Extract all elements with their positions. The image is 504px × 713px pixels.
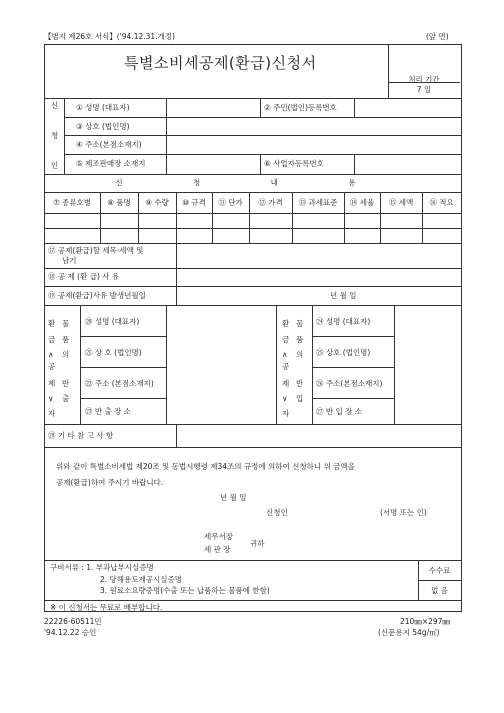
- buyer-side-2: 금: [282, 335, 290, 344]
- col-item-name: ⑧ 품명: [107, 198, 131, 207]
- buyer-side2-2: 품: [296, 335, 304, 344]
- buyer-side2-4: 반: [296, 379, 304, 388]
- seller-side2-4: 반: [62, 379, 70, 388]
- fee-value: 없 음: [431, 586, 448, 595]
- seller-side-6: ∨: [48, 394, 54, 403]
- applicant-factory-label: ⑤ 제조판매장 소재지: [76, 159, 146, 168]
- applicant-bizno-label: ⑥ 사업자등록번호: [264, 159, 324, 168]
- seller-side-7: 자: [48, 409, 56, 418]
- col-spec: ⑩ 규격: [182, 198, 206, 207]
- seller-side2-3: 의: [62, 350, 70, 359]
- documents-item-3: 3. 원료소요량증명(수출 또는 납품하는 물품에 한함): [100, 586, 270, 595]
- applicant-address-label: ④ 주소(본점소재지): [76, 140, 142, 149]
- buyer-side-4: 공: [282, 362, 290, 371]
- col-unit-price: ⑪ 단가: [218, 198, 243, 207]
- statement-applicant: 신청인: [266, 508, 288, 517]
- col-remark: ⑯ 적요: [429, 198, 454, 207]
- paper-type: (신문용지 54g/㎡): [378, 628, 440, 637]
- documents-item-2: 2. 당해용도제공시실증명: [100, 575, 182, 584]
- buyer-side2-5: 입: [296, 394, 304, 403]
- buyer-side2-1: 물: [296, 319, 304, 328]
- applicant-char-1: 신: [51, 101, 59, 110]
- col-tax-rate: ⑭ 세율: [349, 198, 375, 207]
- side-label: (앞 면): [426, 32, 449, 41]
- col-quantity: ⑨ 수량: [145, 198, 169, 207]
- amount-label-1: ⑰ 공제(환급)할 세목·세액 및: [48, 246, 144, 255]
- buyer-side-7: 자: [282, 409, 290, 418]
- seller-company-label: ㉑ 상 호 (법인명): [85, 348, 142, 357]
- buyer-side-5: 제: [282, 379, 290, 388]
- date-label: ⑲ 공제(환급)사유 발생년월일: [48, 291, 146, 300]
- col-type: ⑦ 종류호별: [52, 198, 92, 207]
- applicant-name-label: ① 성명 (대표자): [76, 103, 130, 112]
- buyer-side2-3: 의: [296, 350, 304, 359]
- seller-side2-5: 출: [62, 394, 70, 403]
- applicant-char-3: 인: [51, 161, 59, 170]
- statement-date: 년 월 일: [220, 493, 247, 502]
- buyer-side-6: ∨: [282, 394, 288, 403]
- processing-period-value: 7 일: [416, 85, 432, 94]
- fee-label: 수수료: [428, 566, 451, 575]
- free-note: ※ 이 신청서는 무료로 배부합니다.: [50, 603, 163, 612]
- office-label-1: 세무서장: [204, 532, 233, 541]
- form-title: 특별소비세공제(환급)신청서: [124, 54, 317, 72]
- seller-place-label: ㉓ 반 출 장 소: [85, 407, 132, 416]
- seller-side-3: ∧: [48, 350, 54, 359]
- documents-label: 구비서류 : 1. 부과납부시실증명: [50, 563, 154, 572]
- applicant-rrn-label: ② 주민(법인)등록번호: [264, 103, 337, 112]
- col-tax-base: ⑬ 과세표준: [298, 198, 338, 207]
- paper-size: 210㎜×297㎜: [400, 617, 450, 626]
- buyer-side-1: 환: [282, 319, 290, 328]
- seller-side2-2: 품: [62, 335, 70, 344]
- statement-line-1: 위와 같이 특별소비세법 제20조 및 동법시행령 제34조의 규정에 의하여 신청하니 위 금액을: [56, 462, 355, 471]
- form-code: 22226-60511민: [44, 617, 102, 626]
- statement-line-2: 공제(환급)하여 주시기 바랍니다.: [56, 478, 164, 487]
- seller-side2-1: 물: [62, 319, 70, 328]
- buyer-address-label: ㉖ 주소(본점소재지): [316, 379, 383, 388]
- reason-label: ⑱ 공 제 (환 급) 사 유: [48, 272, 120, 281]
- seller-side-1: 환: [48, 319, 56, 328]
- date-value: 년 월 일: [330, 291, 357, 300]
- office-label-2: 세 관 장: [204, 545, 231, 554]
- seller-side-4: 공: [48, 362, 56, 371]
- col-price: ⑫ 가격: [258, 198, 283, 207]
- col-tax-amount: ⑮ 세액: [388, 198, 414, 207]
- seller-side-5: 제: [48, 379, 56, 388]
- seller-name-label: ⑳ 성명 (대표자): [85, 317, 140, 326]
- applicant-char-2: 청: [51, 131, 59, 140]
- amount-label-2: 남기: [62, 256, 77, 265]
- buyer-place-label: ㉗ 반 입 장 소: [316, 407, 363, 416]
- statement-sign: (서명 또는 인): [380, 508, 427, 517]
- form-number: 【별지 제26호 서식】('94.12.31.개정): [44, 32, 175, 41]
- buyer-company-label: ㉕ 상호 (법인명): [316, 348, 371, 357]
- buyer-name-label: ㉔ 성명 (대표자): [316, 317, 371, 326]
- buyer-side-3: ∧: [282, 350, 288, 359]
- honorific: 귀하: [250, 539, 265, 548]
- applicant-company-label: ③ 상호 (법인명): [76, 122, 130, 131]
- seller-address-label: ㉒ 주소 (본점소재지): [85, 379, 154, 388]
- approval-date: '94.12.22 승인: [44, 628, 97, 637]
- remarks-label: ㉘ 기 타 참 고 사 항: [48, 431, 114, 440]
- details-header: 신 청 내 용: [115, 178, 390, 187]
- processing-period-label: 처리 기간: [408, 75, 440, 84]
- seller-side-2: 금: [48, 335, 56, 344]
